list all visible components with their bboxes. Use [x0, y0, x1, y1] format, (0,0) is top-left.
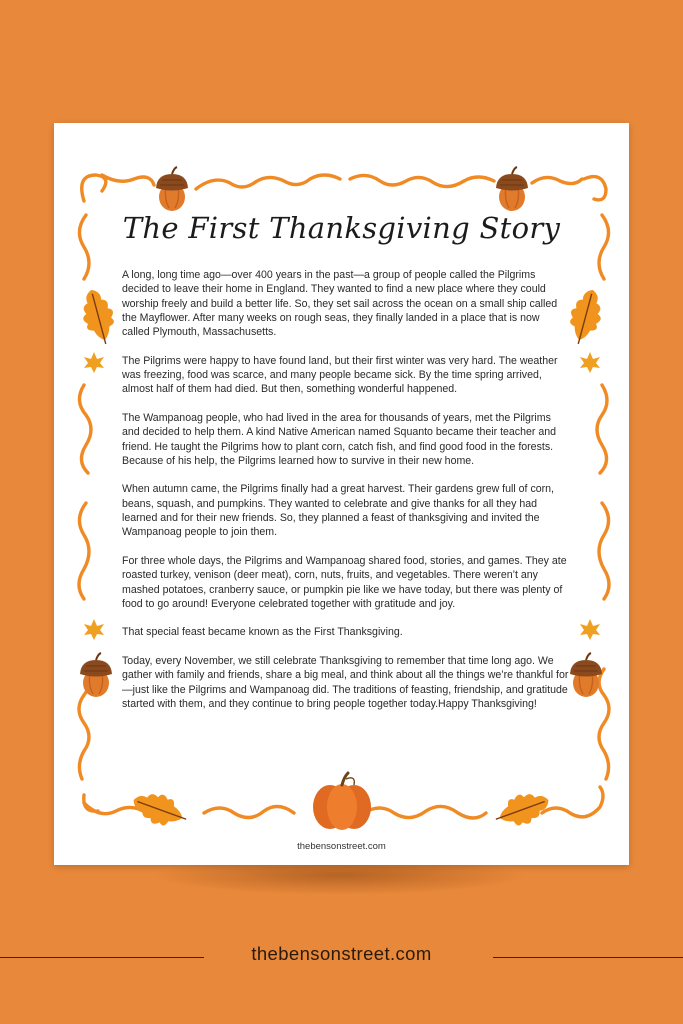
page-title: The First Thanksgiving Story	[122, 211, 561, 245]
story-paragraph: A long, long time ago—over 400 years in the past—a group of people called the Pilgrims decided to leave their home in England. They wanted to find a new place where they could worship freely and build a better life. So, they set sail across the ocean on a small ship called the Mayflower. After many weeks on rough seas, they finally landed in a place that is now called Plymouth, Massachusetts.	[122, 269, 558, 339]
story-paragraph: The Wampanoag people, who had lived in the area for thousands of years, met the Pilgrims and decided to help them. A kind Native American named Squanto became their teacher and friend. He taught the Pilgrims how to plant corn, catch fish, and find good food in the forests. Because of his help, the Pilgrims learned how to survive in their new home.	[122, 411, 557, 467]
maple-leaf-icon	[84, 619, 104, 640]
story-paragraph: When autumn came, the Pilgrims finally had a great harvest. Their gardens grew full of corn, beans, squash, and pumpkins. They wanted to celebrate and give thanks for all they had learned and for their new friends. So, they planned a feast of thanksgiving and invited the Wampanoag people to join them.	[122, 483, 555, 539]
oak-leaf-icon	[563, 286, 607, 348]
maple-leaf-icon	[84, 352, 104, 373]
worksheet-page	[54, 123, 629, 865]
footer-divider-right	[493, 957, 683, 958]
footer-website: thebensonstreet.com	[251, 943, 432, 964]
story-paragraph: Today, every November, we still celebrate Thanksgiving to remember that time long ago. We gather with family and friends, share a big meal, and think about all the things we’re thankful for—just like the Pilgrims and Wampanoag did. The traditions of feasting, friendship, and gratitude started with them, and they continue to bring people together today.Happy Thanksgiving!	[122, 655, 569, 710]
acorn-icon	[570, 653, 602, 697]
pumpkin-icon	[313, 773, 371, 830]
oak-leaf-icon	[77, 286, 121, 348]
story-text	[122, 268, 570, 726]
acorn-icon	[156, 167, 188, 211]
story-paragraph: For three whole days, the Pilgrims and Wampanoag shared food, stories, and games. They ate roasted turkey, venison (deer meat), corn, nuts, fruits, and vegetables. There weren’t any mashed potatoes, cranberry sauce, or pumpkin pie like we have today, but there was plenty of food to go around! Everyone celebrated together with gratitude and joy.	[122, 554, 567, 610]
maple-leaf-icon	[580, 619, 600, 640]
story-paragraph: The Pilgrims were happy to have found land, but their first winter was very hard. The weather was freezing, food was scarce, and many people became sick. By the time spring arrived, almost half of them had died. But then, something wonderful happened.	[122, 354, 558, 396]
maple-leaf-icon	[580, 352, 600, 373]
story-paragraph: That special feast became known as the First Thanksgiving.	[122, 626, 403, 639]
acorn-icon	[80, 653, 112, 697]
acorn-icon	[496, 167, 528, 211]
page-website: thebensonstreet.com	[297, 841, 386, 852]
